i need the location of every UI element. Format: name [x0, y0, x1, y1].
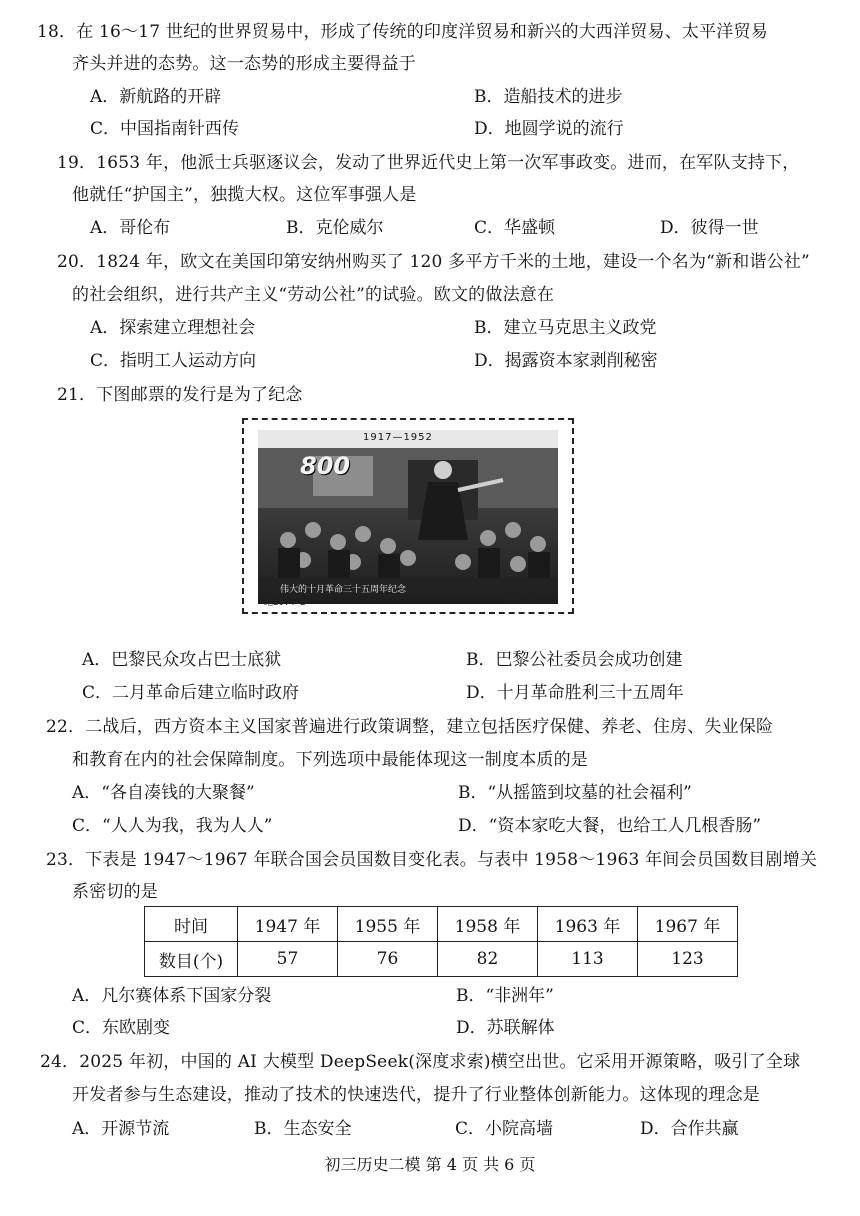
q22-option-b: B．“从摇篮到坟墓的社会福利” [458, 783, 692, 803]
table-row [145, 907, 738, 942]
q21-option-d: D．十月革命胜利三十五周年 [466, 683, 684, 703]
table-cell: 1963 年 [538, 907, 638, 942]
table-cell: 57 [238, 942, 338, 977]
q18-option-c: C．中国指南针西传 [90, 119, 240, 139]
q20-option-d: D．揭露资本家剥削秘密 [474, 351, 658, 371]
stamp-years-text: 1917—1952 [363, 432, 433, 443]
q19-stem-line2: 他就任“护国主”，独揽大权。这位军事强人是 [72, 185, 417, 205]
table-cell: 数目(个) [145, 942, 238, 977]
q23-option-b: B．“非洲年” [456, 986, 554, 1006]
q18-option-b: B．造船技术的进步 [474, 87, 623, 107]
q22-stem-line1: 22．二战后，西方资本主义国家普遍进行政策调整，建立包括医疗保健、养老、住房、失业保险 [46, 717, 774, 737]
q18-stem-line2: 齐头并进的态势。这一态势的形成主要得益于 [72, 54, 416, 74]
q21-option-a: A．巴黎民众攻占巴士底狱 [82, 650, 282, 670]
q19-option-a: A．哥伦布 [90, 218, 171, 238]
q24-option-a: A．开源节流 [72, 1119, 170, 1139]
q18-option-d: D．地圆学说的流行 [474, 119, 624, 139]
table-cell: 82 [438, 942, 538, 977]
q23-stem-line1: 23．下表是 1947～1967 年联合国会员国数目变化表。与表中 1958～1963 年间会员国数目剧增关 [46, 850, 818, 870]
stamp-caption-text: 伟大的十月革命三十五周年纪念 [280, 585, 407, 595]
q21-option-c: C．二月革命后建立临时政府 [82, 683, 300, 703]
q24-option-d: D．合作共赢 [640, 1119, 739, 1139]
q23-option-d: D．苏联解体 [456, 1018, 555, 1038]
q23-option-a: A．凡尔赛体系下国家分裂 [72, 986, 272, 1006]
table-cell: 1958 年 [438, 907, 538, 942]
q19-option-d: D．彼得一世 [660, 218, 759, 238]
stamp-artwork [258, 430, 558, 604]
q19-option-b: B．克伦威尔 [286, 218, 384, 238]
table-cell: 1967 年 [638, 907, 738, 942]
table-cell: 76 [338, 942, 438, 977]
q20-option-b: B．建立马克思主义政党 [474, 318, 657, 338]
commemorative-stamp-image [242, 418, 574, 614]
q20-stem-line1: 20．1824 年，欧文在美国印第安纳州购买了 120 多平方千米的土地，建设一个名为“新和谐公社” [57, 252, 810, 272]
q23-stem-line2: 系密切的是 [72, 882, 158, 902]
table-cell: 113 [538, 942, 638, 977]
q22-option-a: A．“各自凑钱的大聚餐” [72, 783, 255, 803]
table-cell: 时间 [145, 907, 238, 942]
table-row [145, 942, 738, 977]
q19-stem-line1: 19．1653 年，他派士兵驱逐议会，发动了世界近代史上第一次军事政变。进而，在军队支持下， [57, 153, 800, 173]
q22-option-c: C．“人人为我，我为人人” [72, 816, 273, 836]
q20-option-c: C．指明工人运动方向 [90, 351, 257, 371]
q24-option-b: B．生态安全 [254, 1119, 352, 1139]
membership-table [144, 906, 738, 977]
q24-stem-line2: 开发者参与生态建设，推动了技术的快速迭代，提升了行业整体创新能力。这体现的理念是 [72, 1085, 760, 1105]
q18-stem-line1: 18．在 16～17 世纪的世界贸易中，形成了传统的印度洋贸易和新兴的大西洋贸易、太平洋贸易 [37, 22, 768, 42]
q22-option-d: D．“资本家吃大餐，也给工人几根香肠” [458, 816, 762, 836]
q19-option-c: C．华盛顿 [474, 218, 556, 238]
q24-option-c: C．小院高墙 [455, 1119, 554, 1139]
stamp-code-left: 纪20.4-2 [264, 598, 306, 608]
table-cell: 1955 年 [338, 907, 438, 942]
table-cell: 1947 年 [238, 907, 338, 942]
q20-stem-line2: 的社会组织，进行共产主义“劳动公社”的试验。欧文的做法意在 [72, 285, 555, 305]
stamp-code-right: (85)1952 [504, 595, 548, 605]
q21-option-b: B．巴黎公社委员会成功创建 [466, 650, 683, 670]
q22-stem-line2: 和教育在内的社会保障制度。下列选项中最能体现这一制度本质的是 [72, 750, 588, 770]
q18-option-a: A．新航路的开辟 [90, 87, 222, 107]
q24-stem-line1: 24．2025 年初，中国的 AI 大模型 DeepSeek(深度求索)横空出世。它采用开源策略，吸引了全球 [40, 1052, 801, 1072]
q20-option-a: A．探索建立理想社会 [90, 318, 256, 338]
page-footer: 初三历史二模 第 4 页 共 6 页 [324, 1155, 536, 1174]
q21-stem-line1: 21．下图邮票的发行是为了纪念 [57, 385, 303, 405]
stamp-denomination: 800 [300, 452, 351, 480]
table-cell: 123 [638, 942, 738, 977]
q23-option-c: C．东欧剧变 [72, 1018, 171, 1038]
